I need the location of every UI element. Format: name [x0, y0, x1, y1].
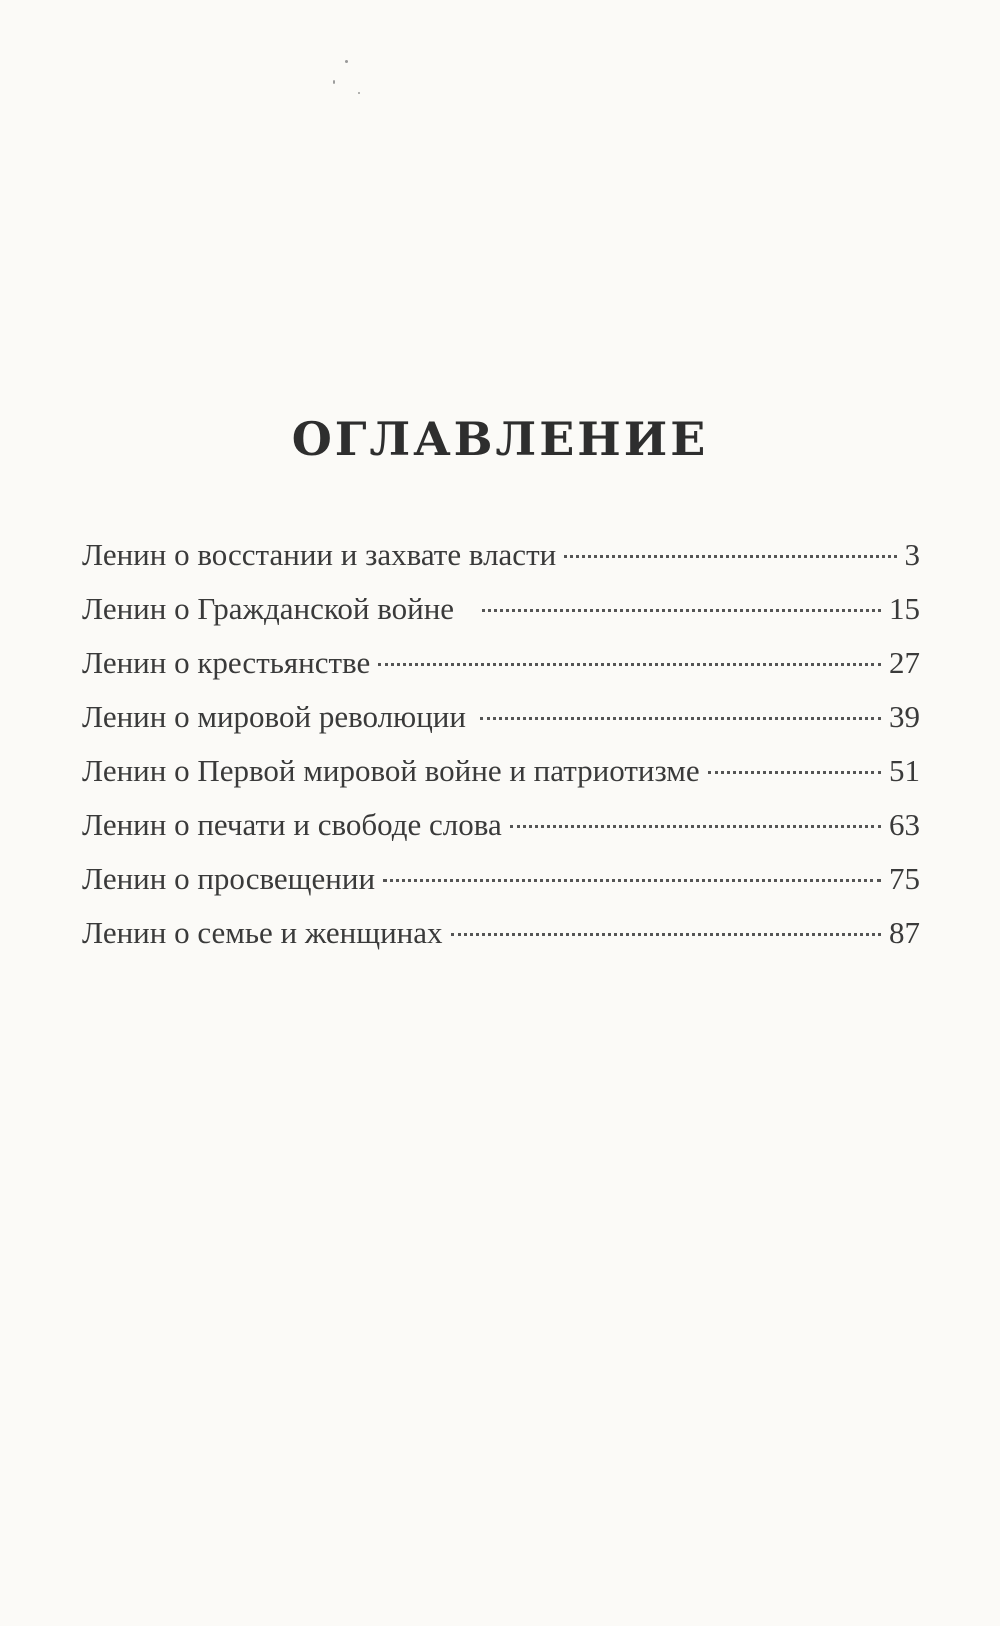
toc-entry [82, 528, 920, 582]
dot-leader [451, 933, 881, 936]
dot-leader [480, 717, 881, 720]
toc-entry-page: 39 [889, 699, 920, 734]
toc-entry-page: 51 [889, 753, 920, 788]
page-title: ОГЛАВЛЕНИЕ [291, 412, 709, 466]
paper-speck [345, 60, 348, 63]
dot-leader [708, 771, 881, 774]
toc-entry-page: 63 [889, 807, 920, 842]
toc-entry-title: Ленин о Гражданской войне [82, 591, 455, 626]
toc-entry [82, 636, 920, 690]
toc-entry-page: 15 [889, 591, 920, 626]
toc-entry-title: Ленин о печати и свободе слова [82, 807, 502, 842]
toc-entry [82, 798, 920, 852]
toc-entry-title: Ленин о крестьянстве [82, 645, 371, 680]
toc-entry-title: Ленин о Первой мировой войне и патриотизме [82, 753, 700, 788]
toc-entry [82, 690, 920, 744]
toc-entry [82, 582, 920, 636]
toc-entry [82, 852, 920, 906]
toc-entry-page: 3 [904, 537, 920, 572]
toc-entry-title: Ленин о восстании и захвате власти [82, 537, 557, 572]
toc-entry [82, 906, 920, 960]
toc-entry-title: Ленин о просвещении [82, 861, 376, 896]
toc-entry-page: 75 [889, 861, 920, 896]
paper-speck [333, 80, 335, 84]
table-of-contents [82, 528, 920, 960]
toc-entry [82, 744, 920, 798]
dot-leader [510, 825, 881, 828]
toc-entry-title: Ленин о семье и женщинах [82, 915, 443, 950]
dot-leader [482, 609, 881, 612]
paper-speck [358, 92, 360, 94]
dot-leader [378, 663, 881, 666]
toc-entry-title: Ленин о мировой революции [82, 699, 466, 734]
toc-entry-page: 87 [889, 915, 920, 950]
toc-entry-page: 27 [889, 645, 920, 680]
dot-leader [383, 879, 881, 882]
dot-leader [564, 555, 896, 558]
